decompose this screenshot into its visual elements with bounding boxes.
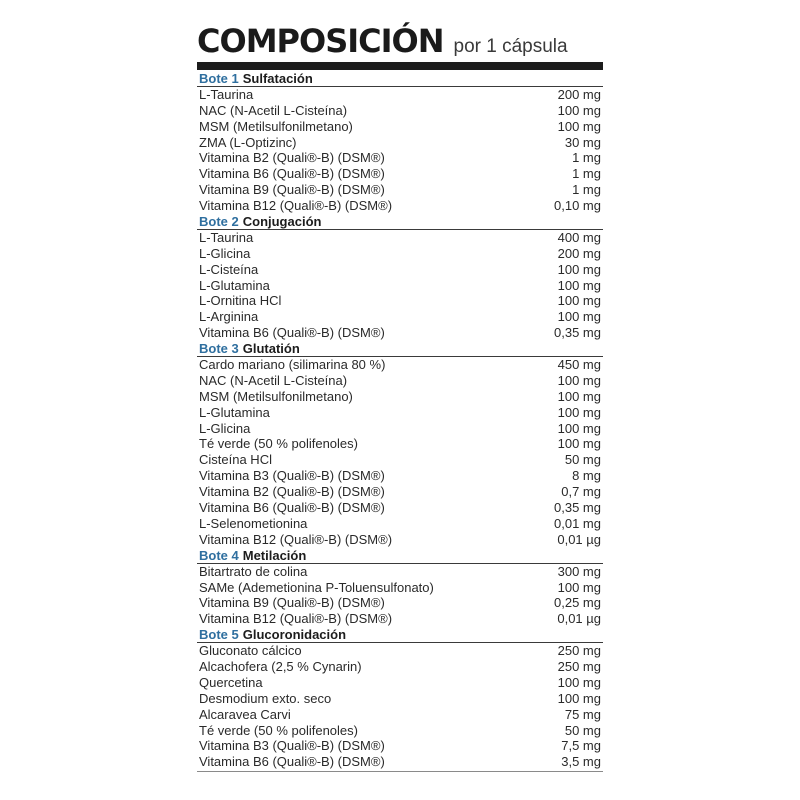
ingredient-name: Vitamina B3 (Quali®-B) (DSM®) bbox=[199, 738, 385, 754]
ingredient-amount: 3,5 mg bbox=[561, 754, 601, 770]
ingredient-row bbox=[197, 643, 603, 659]
ingredient-name: L-Glicina bbox=[199, 245, 251, 261]
ingredient-amount: 100 mg bbox=[557, 277, 601, 293]
ingredient-amount: 1 mg bbox=[572, 166, 601, 182]
ingredient-amount: 100 mg bbox=[557, 674, 601, 690]
ingredient-name: MSM (Metilsulfonilmetano) bbox=[199, 388, 353, 404]
ingredient-amount: 100 mg bbox=[557, 118, 601, 134]
ingredient-row bbox=[197, 754, 603, 770]
ingredient-amount: 200 mg bbox=[557, 245, 601, 261]
ingredient-amount: 0,35 mg bbox=[554, 325, 601, 341]
section-bote-label: Bote 3 bbox=[199, 341, 239, 357]
ingredient-name: Vitamina B12 (Quali®-B) (DSM®) bbox=[199, 611, 393, 627]
ingredient-amount: 50 mg bbox=[564, 722, 601, 738]
ingredient-row bbox=[197, 611, 603, 627]
ingredient-name: Vitamina B6 (Quali®-B) (DSM®) bbox=[199, 166, 385, 182]
ingredient-name: NAC (N-Acetil L-Cisteína) bbox=[199, 372, 348, 388]
section-header bbox=[197, 341, 603, 357]
ingredient-amount: 7,5 mg bbox=[561, 738, 601, 754]
ingredient-row bbox=[197, 564, 603, 580]
ingredient-name: Vitamina B6 (Quali®-B) (DSM®) bbox=[199, 500, 385, 516]
ingredient-row bbox=[197, 436, 603, 452]
ingredient-amount: 0,10 mg bbox=[554, 198, 601, 214]
ingredient-amount: 0,25 mg bbox=[554, 595, 601, 611]
section-bote-label: Bote 2 bbox=[199, 214, 239, 230]
ingredient-row bbox=[197, 675, 603, 691]
ingredient-name: SAMe (Ademetionina P-Toluensulfonato) bbox=[199, 579, 434, 595]
ingredient-amount: 75 mg bbox=[564, 706, 601, 722]
ingredient-name: Alcaravea Carvi bbox=[199, 706, 291, 722]
ingredient-amount: 0,7 mg bbox=[561, 484, 601, 500]
ingredient-name: L-Glicina bbox=[199, 420, 251, 436]
ingredient-row bbox=[197, 580, 603, 596]
ingredient-amount: 100 mg bbox=[557, 420, 601, 436]
ingredient-name: Cisteína HCl bbox=[199, 452, 272, 468]
ingredient-row bbox=[197, 166, 603, 182]
ingredient-row bbox=[197, 278, 603, 294]
ingredient-row bbox=[197, 135, 603, 151]
section-bote-label: Bote 5 bbox=[199, 627, 239, 643]
ingredient-row bbox=[197, 468, 603, 484]
ingredient-name: Vitamina B6 (Quali®-B) (DSM®) bbox=[199, 754, 385, 770]
ingredient-row bbox=[197, 293, 603, 309]
ingredient-row bbox=[197, 198, 603, 214]
ingredient-row bbox=[197, 421, 603, 437]
ingredient-amount: 450 mg bbox=[557, 357, 601, 373]
ingredient-name: L-Taurina bbox=[199, 86, 254, 102]
ingredient-name: Té verde (50 % polifenoles) bbox=[199, 722, 358, 738]
ingredient-name: Bitartrato de colina bbox=[199, 563, 308, 579]
ingredient-row bbox=[197, 500, 603, 516]
ingredient-name: Cardo mariano (silimarina 80 %) bbox=[199, 357, 386, 373]
ingredient-row bbox=[197, 357, 603, 373]
ingredient-amount: 100 mg bbox=[557, 102, 601, 118]
ingredient-amount: 1 mg bbox=[572, 182, 601, 198]
ingredient-row bbox=[197, 532, 603, 548]
ingredient-name: Desmodium exto. seco bbox=[199, 690, 332, 706]
ingredient-name: Vitamina B9 (Quali®-B) (DSM®) bbox=[199, 595, 385, 611]
ingredient-name: Gluconato cálcico bbox=[199, 643, 302, 659]
ingredient-amount: 0,01 mg bbox=[554, 515, 601, 531]
ingredient-amount: 100 mg bbox=[557, 309, 601, 325]
ingredient-amount: 250 mg bbox=[557, 658, 601, 674]
ingredient-row bbox=[197, 373, 603, 389]
ingredient-name: L-Ornitina HCl bbox=[199, 293, 282, 309]
title-divider-bar bbox=[197, 62, 603, 70]
ingredient-name: L-Arginina bbox=[199, 309, 259, 325]
section-stage-label: Metilación bbox=[242, 547, 307, 563]
ingredient-name: L-Glutamina bbox=[199, 277, 270, 293]
ingredient-row bbox=[197, 230, 603, 246]
ingredient-amount: 100 mg bbox=[557, 293, 601, 309]
section-header bbox=[197, 627, 603, 643]
ingredient-amount: 100 mg bbox=[557, 690, 601, 706]
ingredient-name: Alcachofera (2,5 % Cynarin) bbox=[199, 658, 362, 674]
ingredient-amount: 100 mg bbox=[557, 436, 601, 452]
ingredient-amount: 400 mg bbox=[557, 229, 601, 245]
ingredient-row bbox=[197, 405, 603, 421]
ingredient-row bbox=[197, 452, 603, 468]
ingredient-name: MSM (Metilsulfonilmetano) bbox=[199, 118, 353, 134]
ingredient-name: Vitamina B2 (Quali®-B) (DSM®) bbox=[199, 484, 385, 500]
ingredient-row bbox=[197, 691, 603, 707]
ingredient-amount: 100 mg bbox=[557, 261, 601, 277]
section-bote-label: Bote 4 bbox=[199, 547, 239, 563]
ingredient-row bbox=[197, 595, 603, 611]
ingredient-amount: 30 mg bbox=[564, 134, 601, 150]
ingredient-name: NAC (N-Acetil L-Cisteína) bbox=[199, 102, 348, 118]
title-subtitle: por 1 cápsula bbox=[453, 36, 568, 57]
ingredient-row bbox=[197, 707, 603, 723]
ingredient-name: Quercetina bbox=[199, 674, 263, 690]
section-bote-label: Bote 1 bbox=[199, 71, 239, 86]
ingredient-name: Vitamina B3 (Quali®-B) (DSM®) bbox=[199, 468, 385, 484]
ingredient-name: Vitamina B2 (Quali®-B) (DSM®) bbox=[199, 150, 385, 166]
ingredient-row bbox=[197, 103, 603, 119]
ingredient-name: L-Glutamina bbox=[199, 404, 270, 420]
ingredient-row bbox=[197, 309, 603, 325]
ingredient-name: L-Taurina bbox=[199, 229, 254, 245]
ingredient-name: L-Cisteína bbox=[199, 261, 259, 277]
ingredient-row bbox=[197, 182, 603, 198]
section-stage-label: Sulfatación bbox=[242, 71, 313, 86]
ingredient-row bbox=[197, 516, 603, 532]
ingredient-row bbox=[197, 150, 603, 166]
ingredient-row bbox=[197, 389, 603, 405]
ingredient-row bbox=[197, 87, 603, 103]
ingredient-amount: 0,01 µg bbox=[557, 611, 601, 627]
ingredient-amount: 100 mg bbox=[557, 372, 601, 388]
ingredient-name: Té verde (50 % polifenoles) bbox=[199, 436, 358, 452]
ingredient-name: Vitamina B9 (Quali®-B) (DSM®) bbox=[199, 182, 385, 198]
ingredient-amount: 0,01 µg bbox=[557, 531, 601, 547]
table-bottom-rule bbox=[197, 771, 603, 772]
ingredient-row bbox=[197, 723, 603, 739]
ingredient-row bbox=[197, 119, 603, 135]
ingredient-row bbox=[197, 262, 603, 278]
section-header bbox=[197, 548, 603, 564]
ingredient-amount: 0,35 mg bbox=[554, 500, 601, 516]
ingredient-row bbox=[197, 246, 603, 262]
ingredient-row bbox=[197, 659, 603, 675]
ingredient-name: Vitamina B6 (Quali®-B) (DSM®) bbox=[199, 325, 385, 341]
title-main: COMPOSICIÓN bbox=[197, 22, 444, 60]
ingredient-row bbox=[197, 325, 603, 341]
ingredient-amount: 100 mg bbox=[557, 388, 601, 404]
ingredient-name: ZMA (L-Optizinc) bbox=[199, 134, 297, 150]
ingredient-amount: 100 mg bbox=[557, 579, 601, 595]
section-stage-label: Conjugación bbox=[242, 214, 322, 230]
ingredient-name: Vitamina B12 (Quali®-B) (DSM®) bbox=[199, 531, 393, 547]
ingredient-amount: 1 mg bbox=[572, 150, 601, 166]
composition-title bbox=[197, 22, 568, 60]
ingredient-amount: 300 mg bbox=[557, 563, 601, 579]
section-stage-label: Glutatión bbox=[242, 341, 300, 357]
ingredient-amount: 100 mg bbox=[557, 404, 601, 420]
section-stage-label: Glucoronidación bbox=[242, 627, 347, 643]
ingredient-amount: 200 mg bbox=[557, 86, 601, 102]
section-header bbox=[197, 71, 603, 87]
ingredient-row bbox=[197, 738, 603, 754]
section-header bbox=[197, 214, 603, 230]
ingredient-name: Vitamina B12 (Quali®-B) (DSM®) bbox=[199, 198, 393, 214]
ingredient-amount: 8 mg bbox=[572, 468, 601, 484]
composition-table bbox=[197, 71, 603, 772]
ingredient-amount: 50 mg bbox=[564, 452, 601, 468]
ingredient-name: L-Selenometionina bbox=[199, 515, 308, 531]
ingredient-row bbox=[197, 484, 603, 500]
ingredient-amount: 250 mg bbox=[557, 643, 601, 659]
